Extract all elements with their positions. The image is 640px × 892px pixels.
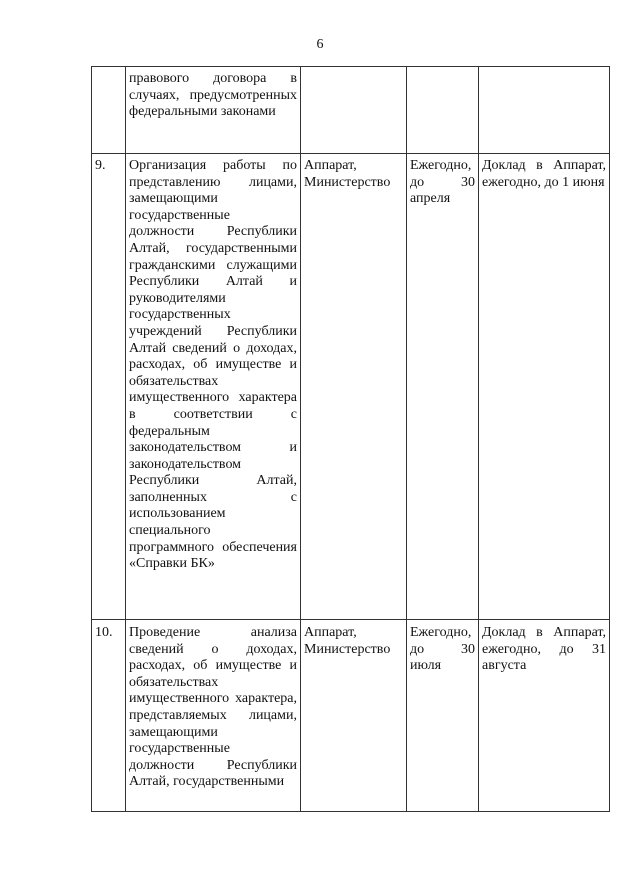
row-description: правового договора в случаях, предусмотренных федеральными законами [126,67,301,154]
plan-table [91,66,610,812]
row-number: 9. [92,154,126,620]
table-row [92,154,610,620]
row-deadline [407,67,479,154]
row-executor [301,67,407,154]
row-executor: Аппарат, Министерство [301,154,407,620]
table-row [92,67,610,154]
row-report: Доклад в Аппарат, ежегодно, до 31 августа [479,620,610,812]
row-number [92,67,126,154]
row-number: 10. [92,620,126,812]
row-deadline: Ежегодно, до 30 июля [407,620,479,812]
row-deadline: Ежегодно, до 30 апреля [407,154,479,620]
row-report [479,67,610,154]
row-executor: Аппарат, Министерство [301,620,407,812]
row-description: Организация работы по представлению лицами, замещающими государственные должности Республики Алтай, государственными гражданскими служащими Республики Алтай и руководителями государственных учреждений Республики Алтай сведений о доходах, расходах, об имуществе и обязательствах имущественного характера в соответствии с федеральным законодательством и законодательством Республики Алтай, заполненных с использованием специального программного обеспечения «Справки БК» [126,154,301,620]
row-description: Проведение анализа сведений о доходах, расходах, об имуществе и обязательствах имущественного характера, представляемых лицами, замещающими государственные должности Республики Алтай, государственными [126,620,301,812]
page-number: 6 [316,37,324,52]
row-report: Доклад в Аппарат, ежегодно, до 1 июня [479,154,610,620]
table-row [92,620,610,812]
